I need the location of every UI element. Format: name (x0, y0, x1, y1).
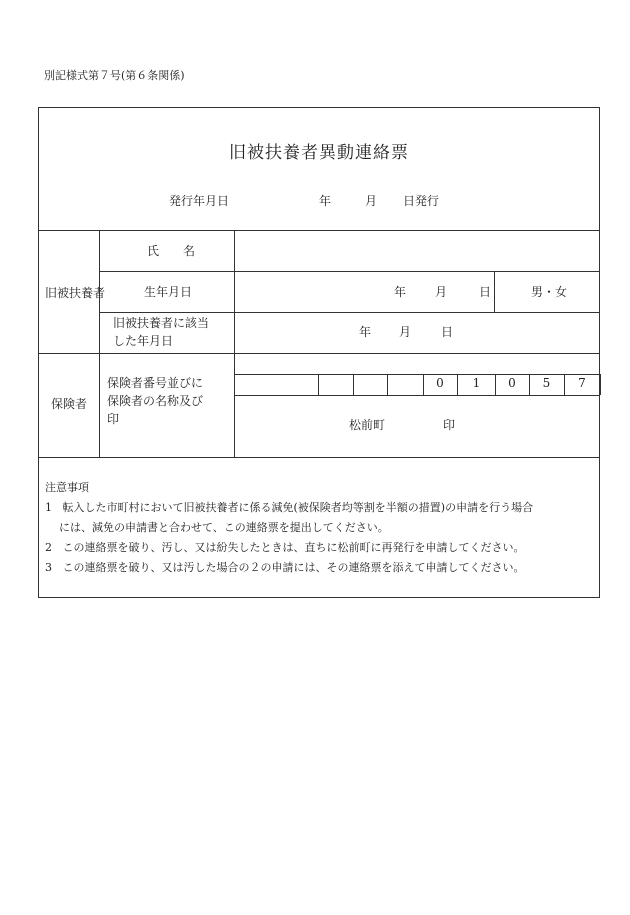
qualified-year-label: 年 (359, 325, 372, 339)
qualified-date-label-line1: 旧被扶養者に該当 (113, 316, 210, 330)
divider (39, 457, 599, 458)
birth-date-label: 生年月日 (144, 285, 193, 299)
divider (494, 271, 495, 312)
note-text: この連絡票を破り、又は汚した場合の２の申請には、その連絡票を添えて申請してください。 (62, 561, 525, 574)
issue-date-label: 発行年月日 (169, 194, 230, 208)
note-text: には、減免の申請書と合わせて、この連絡票を提出してください。 (59, 521, 389, 534)
note-number: 1 (45, 501, 52, 514)
divider (39, 230, 599, 231)
insurer-desc-line2: 保険者の名称及び (107, 394, 204, 408)
divider (600, 374, 601, 395)
insurer-name: 松前町 (349, 418, 386, 432)
insurer-desc-line3: 印 (107, 412, 120, 426)
insurer-desc-line1: 保険者番号並びに (107, 376, 204, 390)
former-dependent-label: 旧被扶養者 (45, 286, 106, 300)
sex-options: 男・女 (531, 285, 568, 299)
divider (234, 374, 600, 375)
note-number: 3 (45, 561, 52, 574)
note-text: この連絡票を破り、汚し、又は紛失したときは、直ちに松前町に再発行を申請してください。 (62, 541, 525, 554)
insurer-number-digit: 0 (508, 376, 516, 390)
divider (99, 312, 599, 313)
divider (387, 374, 388, 395)
form-reference: 別記様式第７号(第６条関係) (44, 69, 185, 82)
note-item (45, 558, 595, 578)
notification-form (38, 107, 600, 598)
note-item (45, 498, 595, 538)
insurer-number-digit: 7 (578, 376, 586, 390)
issue-year-label: 年 (319, 194, 332, 208)
issue-month-label: 月 (365, 194, 378, 208)
note-text: 転入した市町村において旧被扶養者に係る減免(被保険者均等割を半額の措置)の申請を行う場合 (62, 501, 534, 514)
issue-day-label: 日発行 (403, 194, 440, 208)
divider (99, 230, 100, 457)
note-number: 2 (45, 541, 52, 554)
qualified-day-label: 日 (441, 325, 454, 339)
birth-year-label: 年 (394, 285, 407, 299)
form-title: 旧被扶養者異動連絡票 (229, 143, 409, 163)
insurer-label: 保険者 (51, 397, 88, 411)
note-item (45, 538, 595, 558)
notes-section (45, 478, 595, 578)
birth-day-label: 日 (479, 285, 492, 299)
name-label: 氏 名 (147, 244, 196, 258)
birth-month-label: 月 (435, 285, 448, 299)
divider (318, 374, 319, 395)
divider (234, 230, 235, 457)
insurer-number-digit: 1 (472, 376, 481, 390)
qualified-month-label: 月 (399, 325, 412, 339)
insurer-number-digit: 5 (542, 376, 551, 390)
insurer-seal-label: 印 (443, 418, 456, 432)
divider (353, 374, 354, 395)
divider (234, 395, 600, 396)
insurer-number-digit: 0 (436, 376, 444, 390)
divider (99, 271, 599, 272)
divider (457, 374, 458, 395)
divider (39, 353, 599, 354)
qualified-date-label-line2: した年月日 (113, 334, 174, 348)
notes-heading: 注意事項 (45, 481, 89, 494)
